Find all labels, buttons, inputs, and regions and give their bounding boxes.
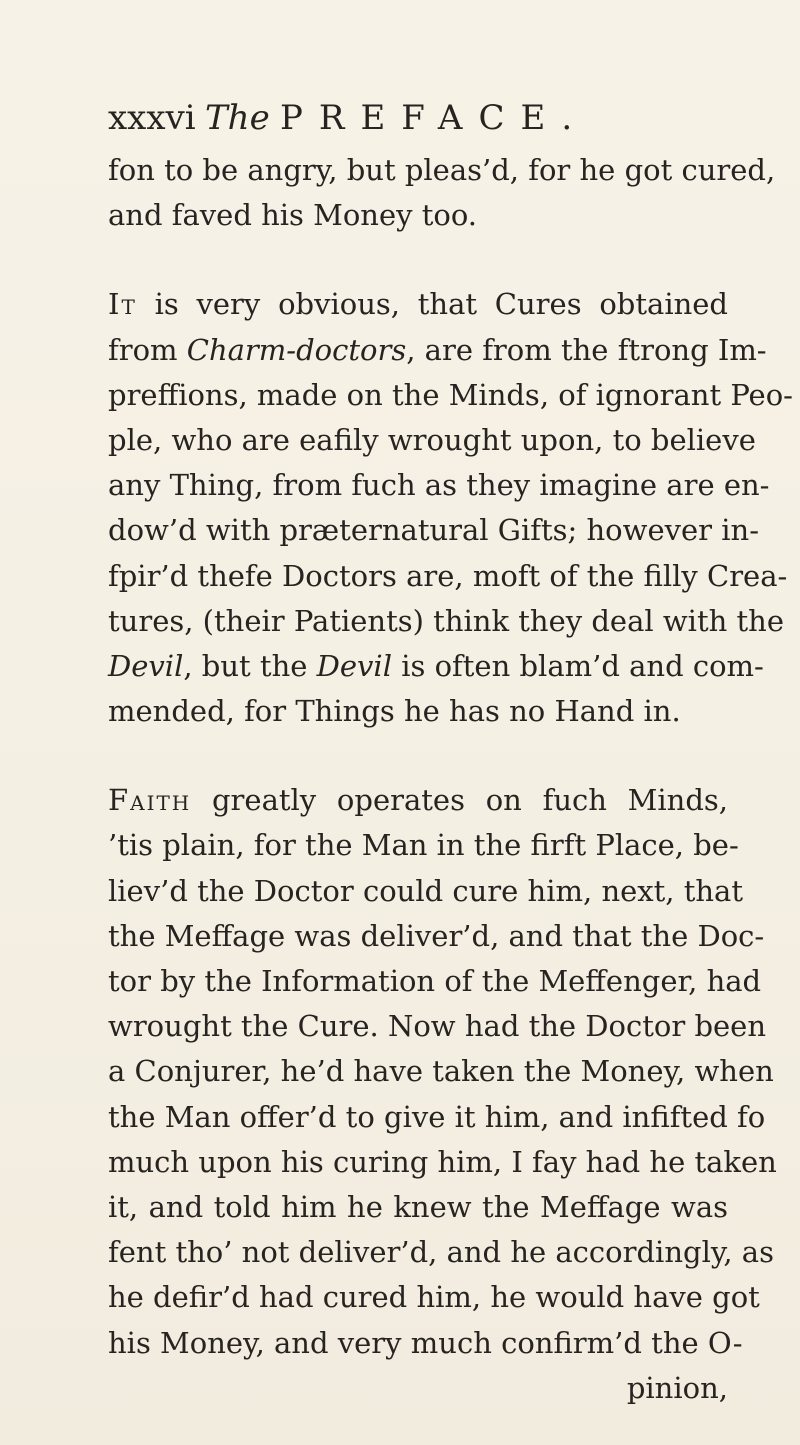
lead-word: It: [108, 287, 137, 322]
text-line: a Conjurer, he’d have taken the Money, when: [108, 1054, 774, 1089]
line-text: , but the: [183, 648, 317, 683]
text-line: preffions, made on the Minds, of ignorant Peo-: [108, 377, 793, 412]
header-article: The: [205, 98, 270, 138]
text-line: [108, 644, 764, 689]
text-line: wrought the Cure. Now had the Doctor been: [108, 1009, 767, 1044]
paragraph-gap: [108, 734, 728, 778]
catchword: pinion,: [626, 1370, 728, 1405]
paragraph-1: [108, 148, 776, 238]
text-line: it, and told him he knew the Meffage was: [108, 1189, 728, 1224]
text-line: the Man offer’d to give it him, and infifted fo: [108, 1099, 766, 1134]
italic-term: Charm-doctors: [186, 332, 407, 367]
text-line: his Money, and very much confirm’d the O-: [108, 1325, 743, 1360]
line-text: is very obvious, that Cures obtained: [136, 287, 728, 322]
lead-word: Faith: [108, 783, 192, 818]
text-line: [108, 282, 728, 327]
text-line: ’tis plain, for the Man in the firft Place, be-: [108, 828, 739, 863]
text-line: and faved his Money too.: [108, 198, 478, 233]
line-text: from: [108, 332, 187, 367]
header-title: PREFACE.: [280, 98, 589, 138]
text-line: he defir’d had cured him, he would have got: [108, 1280, 760, 1315]
body-text: [108, 148, 793, 1411]
text-line: fon to be angry, but pleas’d, for he got cured,: [108, 153, 776, 187]
paragraph-3: [108, 778, 777, 1411]
italic-term: Devil: [316, 648, 392, 683]
italic-term: Devil: [108, 648, 184, 683]
text-line: fent tho’ not deliver’d, and he accordingly, as: [108, 1235, 774, 1270]
line-text: greatly operates on fuch Minds,: [191, 783, 728, 818]
paragraph-2: [108, 282, 793, 734]
text-line: dow’d with præternatural Gifts; however in-: [108, 513, 759, 548]
text-line: much upon his curing him, I fay had he taken: [108, 1144, 777, 1179]
text-line: ple, who are eafily wrought upon, to believe: [108, 422, 756, 457]
text-line: mended, for Things he has no Hand in.: [108, 694, 681, 729]
running-header: [108, 94, 748, 142]
text-line: liev’d the Doctor could cure him, next, that: [108, 873, 743, 908]
text-line: [108, 778, 728, 823]
line-text: , are from the ftrong Im-: [406, 332, 767, 367]
text-line: tor by the Information of the Meffenger, had: [108, 964, 762, 998]
paragraph-gap: [108, 238, 728, 282]
text-line: fpir’d thefe Doctors are, moft of the filly Crea-: [108, 558, 788, 593]
text-line: tures, (their Patients) think they deal with the: [108, 603, 784, 638]
page-number: xxxvi: [108, 98, 196, 138]
line-text: is often blam’d and com-: [391, 648, 764, 683]
text-line: the Meffage was deliver’d, and that the Doc-: [108, 918, 765, 953]
text-line: [108, 328, 767, 373]
text-line: any Thing, from fuch as they imagine are en-: [108, 468, 770, 503]
